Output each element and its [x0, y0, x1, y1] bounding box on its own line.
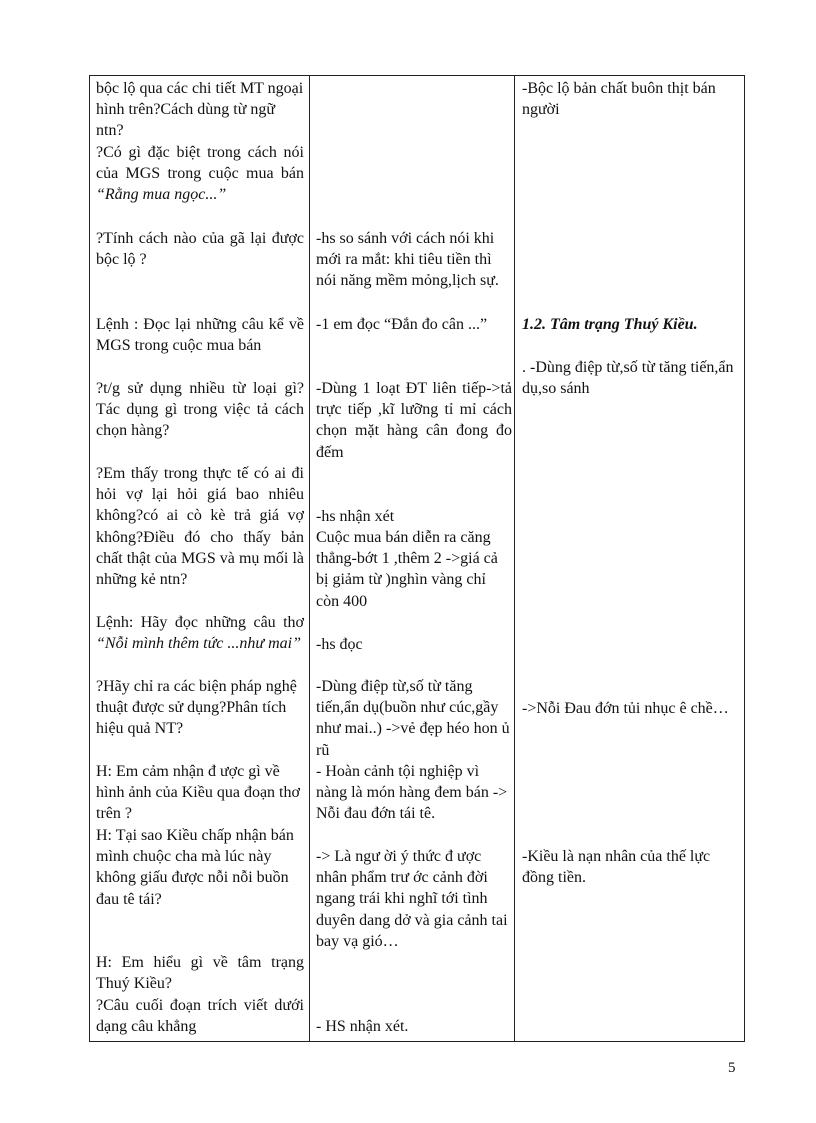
student-activity-column	[316, 76, 512, 1041]
teacher-activity-column	[96, 76, 304, 1041]
answer-verbs: -Dùng 1 loạt ĐT liên tiếp->tả trực tiếp ,kĩ lưỡng tỉ mỉ cách chọn mặt hàng cân đong đo đếm	[316, 380, 512, 461]
question-why-kieu: H: Tại sao Kiều chấp nhận bán mình chuộc cha mà lúc này không giấu được nỗi nỗi buồn đau tê tái?	[96, 827, 294, 908]
question-kieu-image: H: Em cảm nhận đ ược gì về hình ảnh của Kiều qua đoạn thơ trên ?	[96, 763, 300, 823]
answer-bargaining: Cuộc mua bán diễn ra căng thẳng-bớt 1 ,thêm 2 ->giá cả bị giảm từ )nghìn vàng chỉ còn 400	[316, 529, 498, 610]
question-word-types: ?t/g sử dụng nhiều từ loại gì?Tác dụng gì trong việc tả cách chọn hàng?	[96, 380, 304, 440]
command-reread: Lệnh : Đọc lại những câu kể về MGS trong cuộc mua bán	[96, 316, 304, 355]
answer-compare-speech: -hs so sánh với cách nói khi mới ra mắt: khi tiêu tiền thì nói năng mềm mỏng,lịch sự.	[316, 230, 499, 290]
question-appearance-details: bộc lộ qua các chi tiết MT ngoại hình trên?Cách dùng từ ngữ ntn?	[96, 80, 304, 140]
note-essence: -Bộc lộ bản chất buôn thịt bán người	[522, 80, 716, 119]
column-divider-2	[514, 76, 515, 1041]
answer-comment: -hs nhận xét	[316, 508, 395, 525]
note-devices: . -Dùng điệp từ,số từ tăng tiến,ẩn dụ,so sánh	[522, 359, 734, 398]
answer-art-devices: -Dùng điệp từ,số từ tăng tiến,ẩn dụ(buồn như cúc,gầy như mai..) ->vẻ đẹp héo hon ủ rũ	[316, 678, 510, 759]
section-heading-kieu-mood: 1.2. Tâm trạng Thuý Kiều.	[522, 316, 698, 333]
note-victim: -Kiều là nạn nhân của thế lực đồng tiền.	[522, 848, 711, 887]
command-read-verses	[96, 612, 304, 654]
note-pain: ->Nỗi Đau đớn tủi nhục ê chề…	[522, 700, 729, 717]
question-mgs-speech	[96, 142, 304, 206]
quote-rang-mua-ngoc: “Rằng mua ngọc...”	[96, 186, 227, 204]
question-real-life: ?Em thấy trong thực tế có ai đi hỏi vợ lại hỏi giá bao nhiêu không?có ai cò kè trả giá vợ không?Điều đó cho thấy bản chất thật của MGS và mụ mối là những kẻ ntn?	[96, 465, 304, 589]
page-number: 5	[728, 1060, 736, 1076]
command-read-verses-text: Lệnh: Hãy đọc những câu thơ	[96, 614, 304, 631]
answer-situation: - Hoàn cảnh tội nghiệp vì nàng là món hàng đem bán -> Nỗi đau đớn tái tê.	[316, 763, 508, 823]
question-mgs-speech-text: ?Có gì đặc biệt trong cách nói của MGS trong cuộc mua bán	[96, 144, 304, 183]
answer-students-comment: - HS nhận xét.	[316, 1018, 409, 1035]
question-final-line: ?Câu cuối đoạn trích viết dưới dạng câu khẳng	[96, 997, 304, 1036]
content-column	[522, 76, 740, 1041]
question-mgs-character: ?Tính cách nào của gã lại được bộc lộ ?	[96, 230, 304, 269]
answer-read: -hs đọc	[316, 636, 363, 653]
question-art-devices: ?Hãy chỉ ra các biện pháp nghệ thuật được sử dụng?Phân tích hiệu quả NT?	[96, 678, 297, 738]
answer-awareness: -> Là ngư ời ý thức đ ược nhân phẩm trư ớc cảnh đời ngang trái khi nghĩ tới tình duyên dang dở và gia cảnh tai bay vạ gió…	[316, 848, 508, 950]
quote-noi-minh-them-tuc: “Nỗi mình thêm tức ...như mai”	[96, 635, 302, 653]
answer-read-dan-do: -1 em đọc “Đắn đo cân ...”	[316, 316, 488, 333]
lesson-table	[89, 75, 745, 1042]
question-kieu-mood: H: Em hiểu gì về tâm trạng Thuý Kiều?	[96, 954, 304, 993]
column-divider-1	[309, 76, 310, 1041]
